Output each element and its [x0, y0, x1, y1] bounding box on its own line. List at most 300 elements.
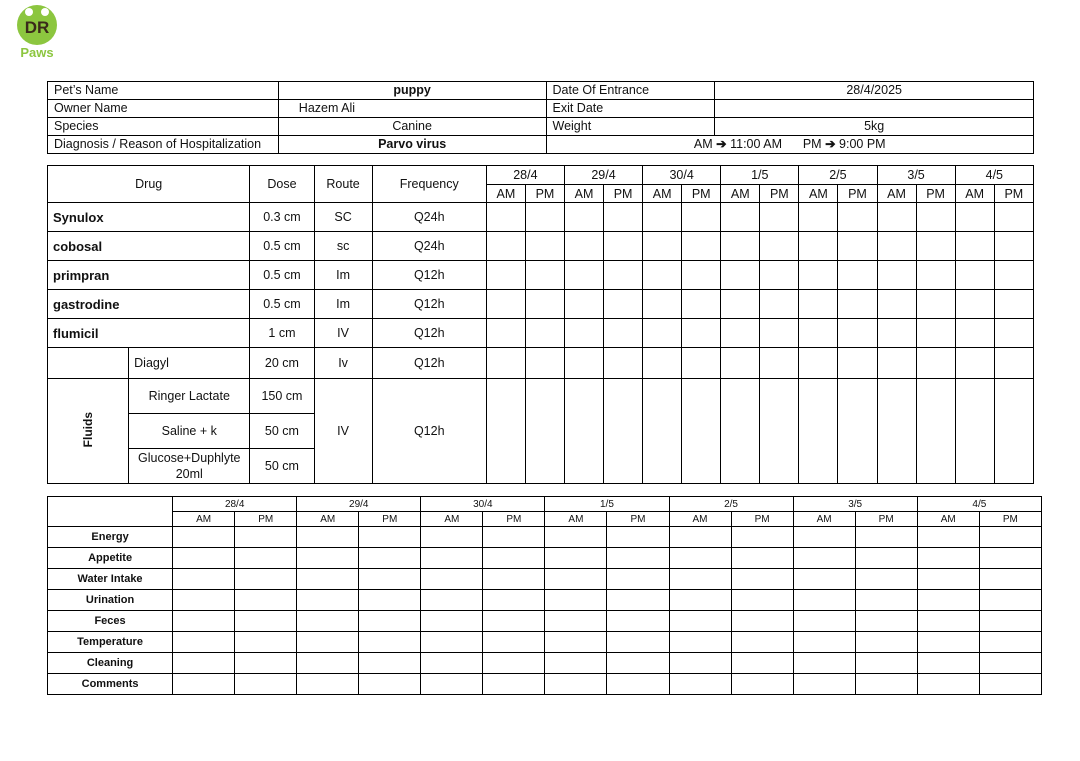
date-header: 4/5: [955, 166, 1033, 185]
schedule-cell[interactable]: [721, 261, 760, 290]
monitor-cell[interactable]: [793, 590, 855, 611]
schedule-cell[interactable]: [721, 203, 760, 232]
pm-header: PM: [731, 512, 793, 527]
fluid-name: Saline + k: [129, 414, 250, 449]
drug-table: [47, 165, 1034, 484]
schedule-cell[interactable]: [643, 290, 682, 319]
schedule-cell[interactable]: [486, 261, 525, 290]
monitor-cell[interactable]: [793, 674, 855, 695]
monitor-cell[interactable]: [917, 548, 979, 569]
monitor-cell[interactable]: [359, 632, 421, 653]
schedule-cell[interactable]: [525, 261, 564, 290]
monitor-cell[interactable]: [855, 590, 917, 611]
monitor-cell[interactable]: [235, 674, 297, 695]
schedule-cell[interactable]: [994, 319, 1033, 348]
monitor-cell[interactable]: [297, 632, 359, 653]
schedule-cell[interactable]: [838, 348, 877, 379]
drug-dose: 20 cm: [250, 348, 314, 379]
monitor-cell[interactable]: [979, 590, 1041, 611]
schedule-cell[interactable]: [564, 232, 603, 261]
monitor-cell[interactable]: [917, 569, 979, 590]
fluid-dose: 150 cm: [250, 379, 314, 414]
monitor-cell[interactable]: [793, 632, 855, 653]
monitor-cell[interactable]: [669, 674, 731, 695]
monitor-label: Cleaning: [48, 653, 173, 674]
dr-paws-logo: [15, 3, 59, 59]
drug-frequency: Q12h: [372, 261, 486, 290]
monitor-cell[interactable]: [235, 569, 297, 590]
drug-dose: 0.5 cm: [250, 232, 314, 261]
schedule-cell[interactable]: [760, 319, 799, 348]
date-header: 3/5: [877, 166, 955, 185]
schedule-cell[interactable]: [643, 203, 682, 232]
schedule-cell[interactable]: [643, 232, 682, 261]
monitor-cell[interactable]: [545, 527, 607, 548]
schedule-cell[interactable]: [486, 232, 525, 261]
monitor-cell[interactable]: [359, 527, 421, 548]
schedule-cell[interactable]: [604, 232, 643, 261]
am-header: AM: [173, 512, 235, 527]
monitor-cell[interactable]: [669, 527, 731, 548]
fluid-row: [48, 379, 1034, 414]
schedule-cell[interactable]: [721, 348, 760, 379]
am-header: AM: [486, 185, 525, 203]
drug-frequency: Q24h: [372, 232, 486, 261]
schedule-cell[interactable]: [643, 379, 682, 484]
monitor-cell[interactable]: [173, 611, 235, 632]
schedule-cell[interactable]: [564, 379, 603, 484]
am-header: AM: [564, 185, 603, 203]
schedule-cell[interactable]: [799, 261, 838, 290]
schedule-cell[interactable]: [525, 379, 564, 484]
pm-header: PM: [760, 185, 799, 203]
route-header: Route: [314, 166, 372, 203]
monitor-cell[interactable]: [979, 653, 1041, 674]
drug-row: [48, 319, 1034, 348]
owner-name-value[interactable]: Hazem Ali: [278, 100, 546, 118]
schedule-cell[interactable]: [564, 290, 603, 319]
schedule-cell[interactable]: [564, 319, 603, 348]
date-entrance-value[interactable]: 28/4/2025: [715, 82, 1034, 100]
schedule-cell[interactable]: [682, 379, 721, 484]
monitor-cell[interactable]: [483, 569, 545, 590]
monitor-cell[interactable]: [483, 653, 545, 674]
schedule-cell[interactable]: [799, 379, 838, 484]
schedule-cell[interactable]: [799, 290, 838, 319]
monitor-cell[interactable]: [483, 611, 545, 632]
monitor-cell[interactable]: [359, 590, 421, 611]
monitor-cell[interactable]: [607, 632, 669, 653]
drug-dose: 0.3 cm: [250, 203, 314, 232]
fluid-route: IV: [314, 379, 372, 484]
schedule-cell[interactable]: [760, 379, 799, 484]
schedule-cell[interactable]: [760, 290, 799, 319]
drug-row: [48, 232, 1034, 261]
schedule-cell[interactable]: [682, 203, 721, 232]
drug-route: sc: [314, 232, 372, 261]
schedule-cell[interactable]: [994, 348, 1033, 379]
diagnosis-label: Diagnosis / Reason of Hospitalization: [48, 136, 279, 154]
schedule-cell[interactable]: [682, 261, 721, 290]
monitor-cell[interactable]: [731, 632, 793, 653]
monitor-cell[interactable]: [793, 548, 855, 569]
schedule-cell[interactable]: [721, 379, 760, 484]
monitor-cell[interactable]: [607, 527, 669, 548]
monitor-row: [48, 569, 1042, 590]
date-header: 1/5: [721, 166, 799, 185]
monitor-cell[interactable]: [359, 611, 421, 632]
date-header: 3/5: [793, 497, 917, 512]
schedule-cell[interactable]: [877, 261, 916, 290]
monitor-cell[interactable]: [607, 569, 669, 590]
schedule-cell[interactable]: [994, 261, 1033, 290]
monitor-cell[interactable]: [483, 674, 545, 695]
monitor-cell[interactable]: [235, 632, 297, 653]
drug-frequency: Q24h: [372, 203, 486, 232]
monitor-row: [48, 611, 1042, 632]
schedule-cell[interactable]: [799, 348, 838, 379]
am-header: AM: [793, 512, 855, 527]
schedule-cell[interactable]: [877, 348, 916, 379]
monitor-cell[interactable]: [669, 590, 731, 611]
date-header: 2/5: [799, 166, 877, 185]
schedule-cell[interactable]: [799, 203, 838, 232]
monitor-cell[interactable]: [793, 611, 855, 632]
schedule-cell[interactable]: [525, 203, 564, 232]
date-header: 2/5: [669, 497, 793, 512]
monitor-cell[interactable]: [545, 548, 607, 569]
schedule-cell[interactable]: [682, 290, 721, 319]
schedule-cell[interactable]: [955, 348, 994, 379]
pm-time: 9:00 PM: [839, 137, 886, 151]
monitor-cell[interactable]: [297, 674, 359, 695]
schedule-cell[interactable]: [799, 319, 838, 348]
monitor-cell[interactable]: [483, 632, 545, 653]
monitor-cell[interactable]: [917, 611, 979, 632]
schedule-cell[interactable]: [525, 319, 564, 348]
monitor-cell[interactable]: [173, 569, 235, 590]
owner-name-label: Owner Name: [48, 100, 279, 118]
schedule-cell[interactable]: [721, 232, 760, 261]
arrow-right-icon: ➔: [825, 137, 836, 151]
weight-value[interactable]: 5kg: [715, 118, 1034, 136]
dose-header: Dose: [250, 166, 314, 203]
schedule-cell[interactable]: [799, 232, 838, 261]
schedule-cell[interactable]: [955, 232, 994, 261]
schedule-cell[interactable]: [916, 319, 955, 348]
monitor-cell[interactable]: [297, 653, 359, 674]
schedule-cell[interactable]: [525, 232, 564, 261]
monitor-cell[interactable]: [669, 632, 731, 653]
schedule-cell[interactable]: [682, 348, 721, 379]
schedule-cell[interactable]: [564, 261, 603, 290]
monitor-cell[interactable]: [607, 674, 669, 695]
monitor-cell[interactable]: [917, 527, 979, 548]
schedule-cell[interactable]: [838, 232, 877, 261]
monitor-cell[interactable]: [235, 527, 297, 548]
monitor-cell[interactable]: [421, 527, 483, 548]
monitor-cell[interactable]: [917, 632, 979, 653]
monitor-cell[interactable]: [359, 653, 421, 674]
schedule-cell[interactable]: [643, 348, 682, 379]
schedule-cell[interactable]: [877, 232, 916, 261]
drug-name: primpran: [48, 261, 250, 290]
drug-header: Drug: [48, 166, 250, 203]
drug-frequency: Q12h: [372, 290, 486, 319]
monitor-cell[interactable]: [731, 653, 793, 674]
monitor-cell[interactable]: [297, 527, 359, 548]
pet-name-value[interactable]: puppy: [278, 82, 546, 100]
monitor-cell[interactable]: [855, 611, 917, 632]
species-label: Species: [48, 118, 279, 136]
monitor-cell[interactable]: [793, 569, 855, 590]
schedule-cell[interactable]: [760, 261, 799, 290]
monitor-cell[interactable]: [173, 590, 235, 611]
monitor-cell[interactable]: [855, 569, 917, 590]
monitor-cell[interactable]: [731, 548, 793, 569]
schedule-cell[interactable]: [486, 379, 525, 484]
monitor-cell[interactable]: [545, 590, 607, 611]
am-header: AM: [669, 512, 731, 527]
monitor-cell[interactable]: [235, 611, 297, 632]
date-entrance-label: Date Of Entrance: [546, 82, 715, 100]
schedule-cell[interactable]: [604, 379, 643, 484]
schedule-cell[interactable]: [916, 261, 955, 290]
monitor-cell[interactable]: [979, 611, 1041, 632]
schedule-cell[interactable]: [838, 261, 877, 290]
monitor-cell[interactable]: [607, 548, 669, 569]
monitor-cell[interactable]: [545, 674, 607, 695]
monitor-cell[interactable]: [979, 632, 1041, 653]
monitor-cell[interactable]: [607, 611, 669, 632]
monitor-cell[interactable]: [793, 527, 855, 548]
arrow-right-icon: ➔: [716, 137, 727, 151]
monitor-label: Temperature: [48, 632, 173, 653]
pm-header: PM: [483, 512, 545, 527]
monitor-cell[interactable]: [235, 590, 297, 611]
schedule-cell[interactable]: [604, 348, 643, 379]
monitor-cell[interactable]: [545, 569, 607, 590]
monitor-cell[interactable]: [297, 569, 359, 590]
schedule-cell[interactable]: [916, 379, 955, 484]
monitor-cell[interactable]: [607, 590, 669, 611]
monitor-cell[interactable]: [421, 569, 483, 590]
monitor-cell[interactable]: [731, 569, 793, 590]
monitor-cell[interactable]: [421, 653, 483, 674]
monitor-cell[interactable]: [421, 548, 483, 569]
drug-dose: 1 cm: [250, 319, 314, 348]
schedule-cell[interactable]: [838, 379, 877, 484]
schedule-cell[interactable]: [525, 290, 564, 319]
schedule-cell[interactable]: [916, 203, 955, 232]
schedule-times: [546, 136, 1034, 154]
schedule-cell[interactable]: [877, 203, 916, 232]
fluid-name: Glucose+Duphlyte 20ml: [129, 449, 250, 484]
schedule-cell[interactable]: [682, 232, 721, 261]
schedule-cell[interactable]: [643, 319, 682, 348]
monitor-cell[interactable]: [359, 674, 421, 695]
monitor-cell[interactable]: [669, 569, 731, 590]
monitor-cell[interactable]: [855, 548, 917, 569]
monitor-cell[interactable]: [855, 632, 917, 653]
schedule-cell[interactable]: [838, 319, 877, 348]
diagnosis-value[interactable]: Parvo virus: [278, 136, 546, 154]
paw-ear-right-icon: [41, 8, 49, 16]
monitor-cell[interactable]: [359, 569, 421, 590]
drug-frequency: Q12h: [372, 348, 486, 379]
monitor-cell[interactable]: [173, 527, 235, 548]
monitor-cell[interactable]: [297, 590, 359, 611]
monitor-cell[interactable]: [235, 653, 297, 674]
schedule-cell[interactable]: [916, 232, 955, 261]
schedule-cell[interactable]: [760, 348, 799, 379]
drug-route: IV: [314, 319, 372, 348]
date-header: 1/5: [545, 497, 669, 512]
date-header: 30/4: [421, 497, 545, 512]
exit-date-label: Exit Date: [546, 100, 715, 118]
monitor-label: Feces: [48, 611, 173, 632]
monitor-ampm-row: [48, 512, 1042, 527]
drug-name: Synulox: [48, 203, 250, 232]
monitor-cell[interactable]: [173, 674, 235, 695]
drug-route: Im: [314, 261, 372, 290]
monitor-row: [48, 674, 1042, 695]
schedule-cell[interactable]: [838, 203, 877, 232]
schedule-cell[interactable]: [955, 203, 994, 232]
monitor-cell[interactable]: [793, 653, 855, 674]
schedule-cell[interactable]: [877, 290, 916, 319]
monitor-cell[interactable]: [731, 527, 793, 548]
monitor-cell[interactable]: [483, 548, 545, 569]
monitor-cell[interactable]: [669, 653, 731, 674]
monitor-cell[interactable]: [421, 674, 483, 695]
pet-info-table: [47, 81, 1034, 154]
pm-header: PM: [235, 512, 297, 527]
pm-header: PM: [838, 185, 877, 203]
schedule-cell[interactable]: [916, 348, 955, 379]
monitor-cell[interactable]: [669, 548, 731, 569]
monitor-cell[interactable]: [731, 674, 793, 695]
schedule-cell[interactable]: [486, 348, 525, 379]
schedule-cell[interactable]: [994, 203, 1033, 232]
schedule-cell[interactable]: [604, 290, 643, 319]
schedule-cell[interactable]: [604, 319, 643, 348]
monitor-cell[interactable]: [979, 674, 1041, 695]
monitor-cell[interactable]: [669, 611, 731, 632]
schedule-cell[interactable]: [955, 290, 994, 319]
schedule-cell[interactable]: [955, 261, 994, 290]
pm-label: PM: [802, 137, 822, 151]
schedule-cell[interactable]: [721, 319, 760, 348]
monitor-cell[interactable]: [297, 548, 359, 569]
weight-label: Weight: [546, 118, 715, 136]
pm-header: PM: [682, 185, 721, 203]
monitoring-table: [47, 496, 1042, 695]
monitor-cell[interactable]: [235, 548, 297, 569]
schedule-cell[interactable]: [877, 319, 916, 348]
monitor-cell[interactable]: [855, 674, 917, 695]
monitor-cell[interactable]: [173, 653, 235, 674]
monitor-cell[interactable]: [421, 632, 483, 653]
schedule-cell[interactable]: [604, 203, 643, 232]
schedule-cell[interactable]: [682, 319, 721, 348]
schedule-cell[interactable]: [643, 261, 682, 290]
monitor-cell[interactable]: [917, 590, 979, 611]
monitor-cell[interactable]: [979, 548, 1041, 569]
am-header: AM: [877, 185, 916, 203]
monitor-cell[interactable]: [359, 548, 421, 569]
pm-header: PM: [979, 512, 1041, 527]
empty-header: [48, 497, 173, 527]
schedule-cell[interactable]: [877, 379, 916, 484]
schedule-cell[interactable]: [760, 203, 799, 232]
monitor-cell[interactable]: [173, 632, 235, 653]
pm-header: PM: [607, 512, 669, 527]
schedule-cell[interactable]: [525, 348, 564, 379]
monitor-date-row: [48, 497, 1042, 512]
monitor-cell[interactable]: [979, 569, 1041, 590]
schedule-cell[interactable]: [721, 290, 760, 319]
monitor-cell[interactable]: [917, 674, 979, 695]
schedule-cell[interactable]: [486, 290, 525, 319]
monitor-cell[interactable]: [979, 527, 1041, 548]
schedule-cell[interactable]: [838, 290, 877, 319]
schedule-cell[interactable]: [604, 261, 643, 290]
schedule-cell[interactable]: [486, 319, 525, 348]
schedule-cell[interactable]: [994, 379, 1033, 484]
schedule-cell[interactable]: [955, 319, 994, 348]
monitor-cell[interactable]: [421, 590, 483, 611]
drug-name: flumicil: [48, 319, 250, 348]
schedule-cell[interactable]: [760, 232, 799, 261]
monitor-cell[interactable]: [421, 611, 483, 632]
logo-text-dr: DR: [24, 18, 50, 37]
monitor-cell[interactable]: [607, 653, 669, 674]
paw-ear-left-icon: [25, 8, 33, 16]
schedule-cell[interactable]: [994, 290, 1033, 319]
schedule-cell[interactable]: [564, 348, 603, 379]
monitor-cell[interactable]: [545, 632, 607, 653]
monitor-label: Appetite: [48, 548, 173, 569]
pm-header: PM: [916, 185, 955, 203]
monitor-label: Energy: [48, 527, 173, 548]
date-header: 28/4: [486, 166, 564, 185]
logo-text-paws: Paws: [20, 45, 54, 59]
monitor-cell[interactable]: [297, 611, 359, 632]
monitor-cell[interactable]: [731, 590, 793, 611]
am-header: AM: [545, 512, 607, 527]
pm-header: PM: [604, 185, 643, 203]
schedule-cell[interactable]: [994, 232, 1033, 261]
monitor-cell[interactable]: [917, 653, 979, 674]
exit-date-value[interactable]: [715, 100, 1034, 118]
species-value[interactable]: Canine: [278, 118, 546, 136]
schedule-cell[interactable]: [916, 290, 955, 319]
monitor-cell[interactable]: [483, 527, 545, 548]
schedule-cell[interactable]: [564, 203, 603, 232]
monitor-cell[interactable]: [855, 527, 917, 548]
am-header: AM: [721, 185, 760, 203]
schedule-cell[interactable]: [486, 203, 525, 232]
monitor-cell[interactable]: [731, 611, 793, 632]
monitor-cell[interactable]: [855, 653, 917, 674]
pet-info-row: [48, 100, 1034, 118]
monitor-cell[interactable]: [483, 590, 545, 611]
monitor-cell[interactable]: [545, 611, 607, 632]
monitor-cell[interactable]: [545, 653, 607, 674]
monitor-cell[interactable]: [173, 548, 235, 569]
schedule-cell[interactable]: [955, 379, 994, 484]
